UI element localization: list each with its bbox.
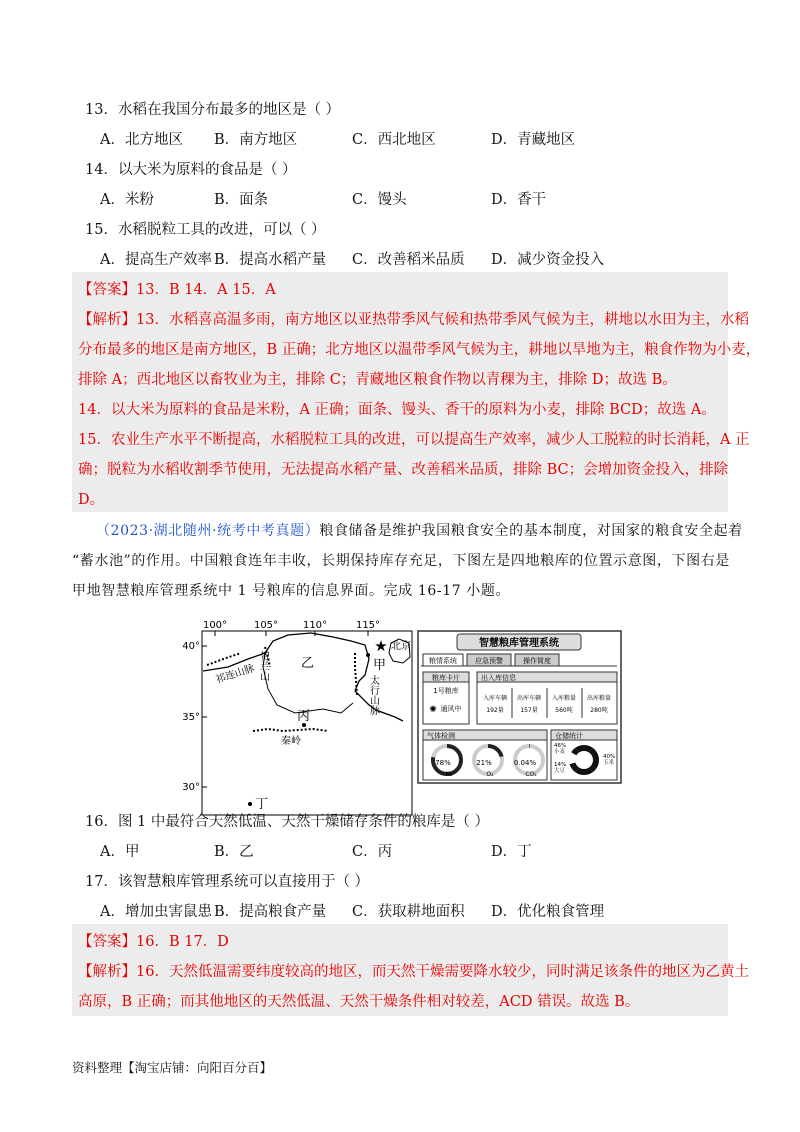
star-icon: ★ bbox=[374, 637, 388, 655]
granary-location-map bbox=[173, 617, 415, 818]
q16-stem: 16．图 1 中最符合天然低温、天然干燥储存条件的粮库是（ ） bbox=[85, 814, 490, 830]
q17-option-c: C．获取耕地面积 bbox=[352, 904, 465, 920]
explanation-line: 15．农业生产水平不断提高，水稻脱粒工具的改进，可以提高生产效率，减少人工脱粒的时长消耗，A 正 bbox=[78, 432, 750, 448]
mountain-label: 秦岭 bbox=[281, 736, 301, 747]
lon-label: 110° bbox=[302, 620, 328, 631]
intro-line-1: （2023·湖北随州·统考中考真题）粮食储备是维护我国粮食安全的基本制度，对国家的粮食安全起着 bbox=[96, 523, 743, 539]
q14-option-a: A．米粉 bbox=[100, 192, 154, 208]
place-jia: 甲 bbox=[373, 658, 387, 673]
q13-option-c: C．西北地区 bbox=[352, 132, 436, 148]
q17-options bbox=[0, 900, 800, 920]
q17-option-a: A．增加虫害鼠患 bbox=[100, 904, 212, 920]
warehouse-status: 通风中 bbox=[440, 705, 462, 713]
intro-line-2: “蓄水池”的作用。中国粮食连年丰收，长期保持库存充足，下图左是四地粮库的位置示意图，下图右是 bbox=[72, 553, 730, 569]
q15-option-a: A．提高生产效率 bbox=[100, 252, 212, 268]
lon-label: 100° bbox=[202, 620, 228, 631]
intro-line-3: 甲地智慧粮库管理系统中 1 号粮库的信息界面。完成 16-17 小题。 bbox=[72, 583, 511, 599]
mountain-label: 太行山脉 bbox=[367, 675, 379, 715]
svg-text:560吨: 560吨 bbox=[555, 707, 573, 714]
q13-option-b: B．南方地区 bbox=[214, 132, 298, 148]
q17-option-d: D．优化粮食管理 bbox=[491, 904, 605, 920]
answer-line: 【答案】16．B 17．D bbox=[78, 934, 229, 950]
svg-text:192量: 192量 bbox=[486, 707, 504, 714]
q17-stem: 17．该智慧粮库管理系统可以直接用于（ ） bbox=[85, 874, 370, 890]
explanation-line: 14．以大米为原料的食品是米粉，A 正确；面条、馒头、香干的原料为小麦，排除 BCD；故选 A。 bbox=[78, 402, 716, 418]
stock-pct: 14% bbox=[554, 762, 567, 768]
stock-label: 大豆 bbox=[554, 768, 566, 774]
place-ding: 丁 bbox=[255, 797, 269, 812]
svg-text:入库车辆: 入库车辆 bbox=[482, 695, 508, 702]
explanation-line: 【解析】16．天然低温需要纬度较高的地区，而天然干燥需要降水较少，同时满足该条件的地区为乙黄土 bbox=[78, 964, 749, 980]
q15-option-c: C．改善稻米品质 bbox=[352, 252, 465, 268]
gauge-value: 21% bbox=[476, 759, 492, 767]
smart-granary-system bbox=[417, 630, 622, 784]
storage-stats-title: 仓储统计 bbox=[555, 732, 583, 740]
svg-text:操作简度: 操作简度 bbox=[523, 657, 551, 665]
svg-text:157量: 157量 bbox=[520, 707, 538, 714]
explanation-line: 【解析】13．水稻喜高温多雨，南方地区以亚热带季风气候和热带季风气候为主，耕地以水田为主，水稻 bbox=[78, 312, 749, 328]
stock-pct: 40% bbox=[603, 754, 616, 760]
answer-panel-1 bbox=[72, 272, 761, 512]
q15-options bbox=[0, 248, 800, 268]
q16-options bbox=[0, 840, 800, 860]
q13-option-d: D．青藏地区 bbox=[491, 132, 576, 148]
gas-detection-title: 气体检测 bbox=[427, 732, 455, 740]
lon-label: 105° bbox=[253, 620, 279, 631]
q14-option-b: B．面条 bbox=[214, 192, 269, 208]
place-dot bbox=[366, 653, 370, 657]
q16-option-a: A．甲 bbox=[100, 844, 140, 860]
explanation-line: 排除 A；西北地区以畜牧业为主，排除 C；青藏地区粮食作物以青稞为主，排除 D；故选 B。 bbox=[78, 372, 677, 388]
system-title: 智慧粮库管理系统 bbox=[479, 638, 559, 649]
fan-icon: ✺ bbox=[429, 705, 437, 715]
warehouse-card-title: 粮库卡片 bbox=[432, 674, 460, 682]
q15-option-d: D．减少资金投入 bbox=[491, 252, 605, 268]
q14-stem: 14．以大米为原料的食品是（ ） bbox=[85, 162, 297, 178]
gauge-value: 78% bbox=[435, 759, 451, 767]
io-info-title: 出入库信息 bbox=[481, 674, 516, 682]
beijing-label: 北京 bbox=[391, 641, 411, 652]
mountain-label: 贺兰山 bbox=[257, 651, 269, 681]
svg-text:入库粮量: 入库粮量 bbox=[551, 695, 577, 702]
svg-text:出库车辆: 出库车辆 bbox=[516, 695, 542, 702]
explanation-line: 分布最多的地区是南方地区，B 正确；北方地区以温带季风气候为主，耕地以旱地为主，粮食作物为小麦， bbox=[78, 342, 761, 358]
answer-panel-2 bbox=[72, 924, 749, 1016]
gauge-gas: CO₂ bbox=[525, 771, 537, 778]
answer-line: 【答案】13．B 14．A 15．A bbox=[78, 282, 276, 298]
q14-options bbox=[0, 188, 800, 208]
svg-text:280吨: 280吨 bbox=[590, 707, 608, 714]
gauge-gas: N₂ bbox=[445, 771, 453, 778]
mountain-label: 祁连山脉 bbox=[214, 663, 256, 686]
explanation-line: D。 bbox=[78, 492, 105, 508]
q17-option-b: B．提高粮食产量 bbox=[214, 904, 327, 920]
gauge-value: 0.04% bbox=[513, 759, 537, 767]
place-yi: 乙 bbox=[301, 656, 315, 671]
lat-label: 40° bbox=[182, 641, 200, 652]
q14-option-c: C．馒头 bbox=[352, 192, 407, 208]
q16-option-b: B．乙 bbox=[214, 844, 254, 860]
q13-option-a: A．北方地区 bbox=[100, 132, 183, 148]
explanation-line: 确；脱粒为水稻收割季节使用，无法提高水稻产量、改善稻米品质，排除 BC；会增加资金投入，排除 bbox=[78, 462, 729, 478]
q16-option-c: C．丙 bbox=[352, 844, 393, 860]
svg-text:粮情系统: 粮情系统 bbox=[429, 657, 457, 665]
warehouse-name: 1号粮库 bbox=[433, 687, 459, 695]
footer-source: 资料整理【淘宝店铺：向阳百分百】 bbox=[72, 1060, 273, 1075]
place-dot bbox=[248, 802, 252, 806]
q15-option-b: B．提高水稻产量 bbox=[214, 252, 327, 268]
q14-option-d: D．香干 bbox=[491, 192, 547, 208]
q15-stem: 15．水稻脱粒工具的改进，可以（ ） bbox=[85, 222, 326, 238]
q13-options bbox=[0, 128, 800, 148]
stock-label: 小麦 bbox=[554, 749, 566, 755]
place-bing: 丙 bbox=[297, 709, 311, 724]
question-source: （2023·湖北随州·统考中考真题） bbox=[96, 523, 320, 539]
explanation-line: 高原，B 正确；而其他地区的天然低温、天然干燥条件相对较差，ACD 错误。故选 B。 bbox=[78, 994, 640, 1010]
gauge-gas: O₂ bbox=[486, 771, 494, 778]
q13-stem: 13．水稻在我国分布最多的地区是（ ） bbox=[85, 102, 341, 118]
lon-label: 115° bbox=[355, 620, 381, 631]
lat-label: 35° bbox=[182, 712, 200, 723]
svg-text:出库粮量: 出库粮量 bbox=[586, 695, 612, 702]
q16-option-d: D．丁 bbox=[491, 844, 532, 860]
svg-text:应急预警: 应急预警 bbox=[475, 657, 503, 665]
stock-label: 玉米 bbox=[603, 760, 615, 766]
stock-pct: 46% bbox=[554, 743, 567, 749]
lat-label: 30° bbox=[182, 782, 200, 793]
